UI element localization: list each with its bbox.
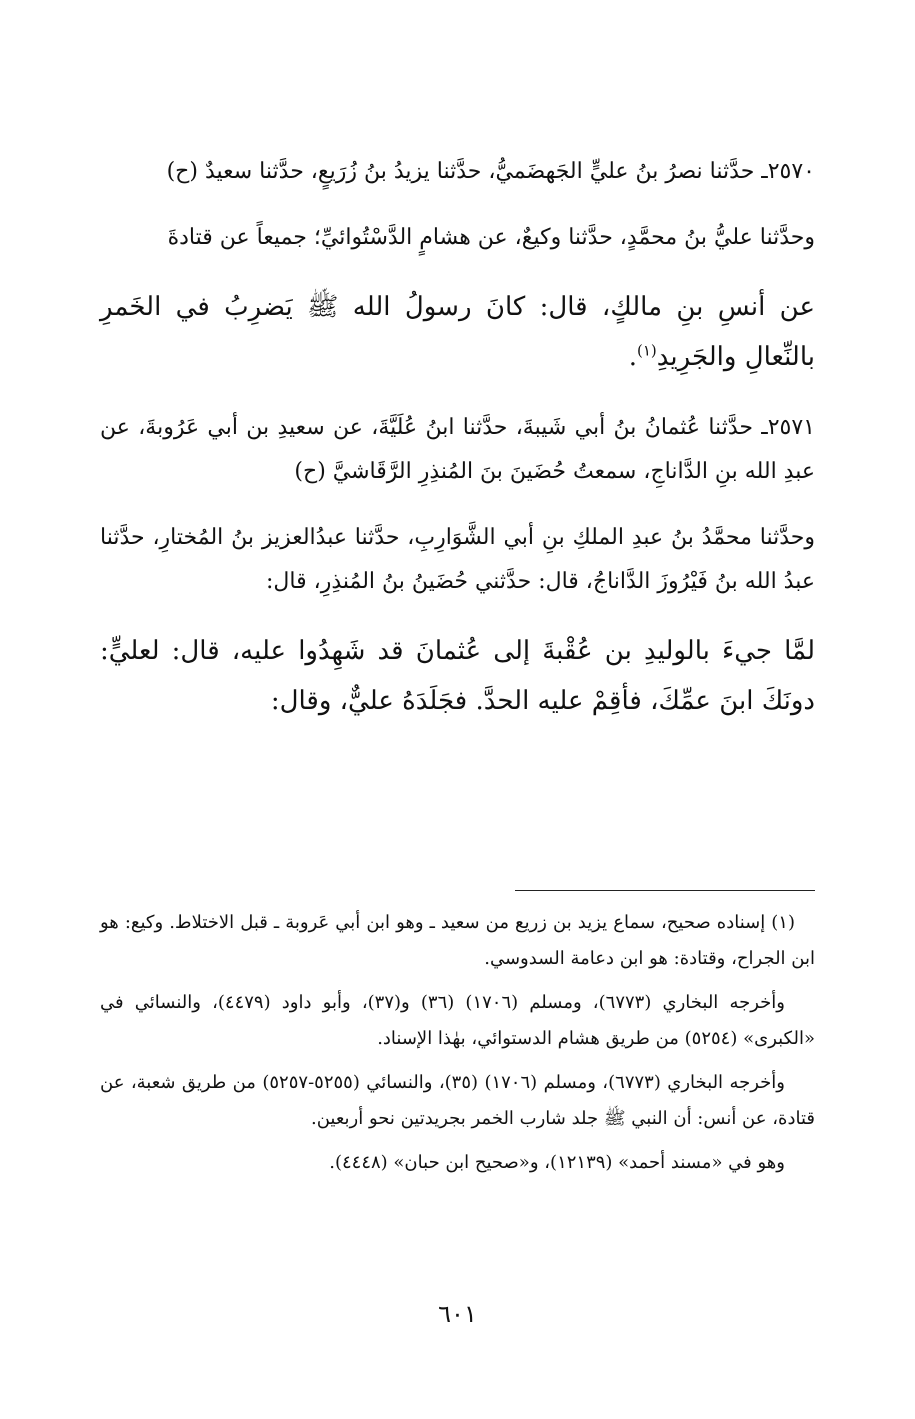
- footnote-3: وأخرجه البخاري (٦٧٧٣)، ومسلم (١٧٠٦) (٣٥)، والنسائي (٥٢٥٥-٥٢٥٧) من طريق شعبة، عن قتادة، عن أنس: أن النبي ﷺ جلد شارب الخمر بجريدتين نحو أربعين.: [100, 1072, 815, 1129]
- hadith-2571-text: لمَّا جيءَ بالوليدِ بن عُقْبةَ إلى عُثمانَ قد شَهِدُوا عليه، قال: لعليٍّ: دونَكَ ابنَ عمِّكَ، فأقِمْ عليه الحدَّ. فجَلَدَهُ عليٌّ، وقال:: [100, 636, 815, 716]
- page-number: ٦٠١: [438, 1300, 477, 1328]
- hadith-2570-chain-2: وحدَّثنا عليُّ بنُ محمَّدٍ، حدَّثنا وكيعٌ، عن هشامٍ الدَّسْتُوائيِّ؛ جميعاً عن قتادةَ: [167, 225, 815, 250]
- hadith-2570-text: [100, 282, 815, 382]
- hadith-2571-chain-2: وحدَّثنا محمَّدُ بنُ عبدِ الملكِ بنِ أبي الشَّوَارِبِ، حدَّثنا عبدُالعزيز بنُ المُختارِ، حدَّثنا عبدُ الله بنُ فَيْرُوزَ الدَّاناجُ، قال: حدَّثني حُضَينُ بنُ المُنذِرِ، قال:: [100, 525, 815, 594]
- footnote-1: (١) إسناده صحيح، سماع يزيد بن زريع من سعيد ـ وهو ابن أبي عَروبة ـ قبل الاختلاط. وكيع: هو ابن الجراح، وقتادة: هو ابن دعامة السدوسي.: [100, 912, 815, 969]
- main-text: [100, 150, 815, 750]
- footnote-4: وهو في «مسند أحمد» (١٢١٣٩)، و«صحيح ابن حبان» (٤٤٤٨).: [329, 1152, 785, 1173]
- footnote-marker: (١): [636, 341, 657, 360]
- hadith-2571-chain: ٢٥٧١ـ حدَّثنا عُثمانُ بنُ أبي شَيبةَ، حدَّثنا ابنُ عُلَيَّةَ، عن سعيدِ بن أبي عَرُوبةَ، عن عبدِ الله بنِ الدَّاناجِ، سمعتُ حُضَينَ بنَ المُنذِرِ الرَّقَاشيَّ (ح): [100, 415, 815, 484]
- hadith-2570-chain: ٢٥٧٠ـ حدَّثنا نصرُ بنُ عليٍّ الجَهضَميُّ، حدَّثنا يزيدُ بنُ زُرَيعٍ، حدَّثنا سعيدٌ (ح): [166, 159, 815, 184]
- hadith-2570-matn: عن أنسِ بنِ مالكٍ، قال: كانَ رسولُ الله ﷺ يَضرِبُ في الخَمرِ بالنِّعالِ والجَرِيدِ: [100, 292, 815, 372]
- footnotes: [100, 905, 815, 1189]
- footnote-divider: [515, 890, 815, 891]
- footnote-2: وأخرجه البخاري (٦٧٧٣)، ومسلم (١٧٠٦) (٣٦) و(٣٧)، وأبو داود (٤٤٧٩)، والنسائي في «الكبرى» (٥٢٥٤) من طريق هشام الدستوائي، بهٰذا الإسناد.: [100, 992, 815, 1049]
- hadith-2570-end: .: [628, 342, 637, 372]
